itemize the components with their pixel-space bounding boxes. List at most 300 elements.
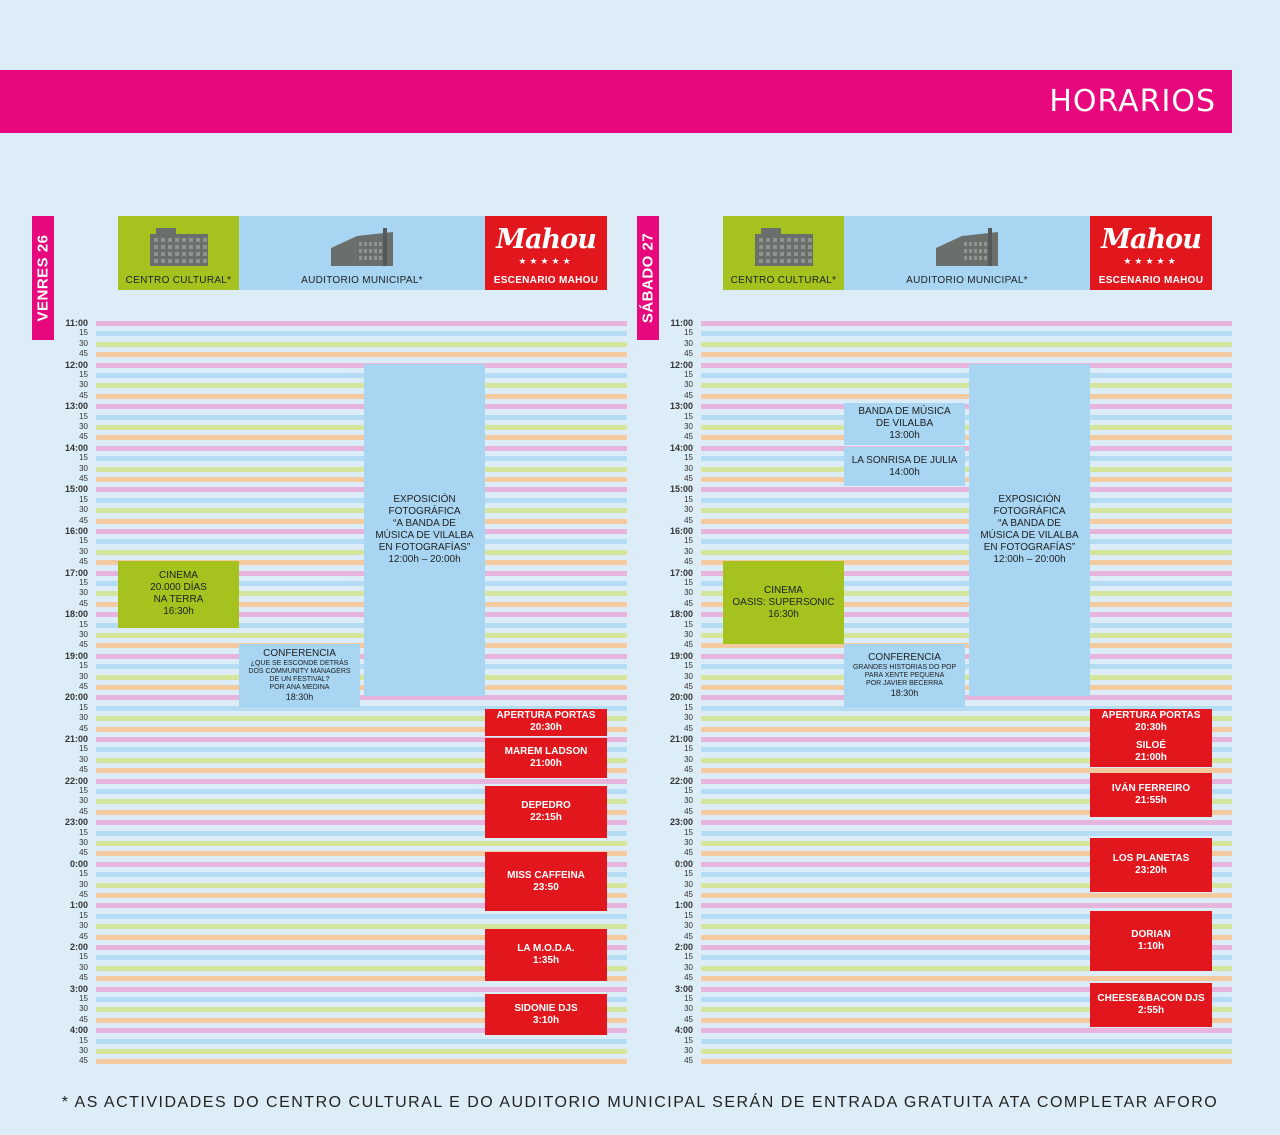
time-tick-label: 15 (79, 910, 88, 920)
time-tick-label: 15 (79, 494, 88, 504)
time-tick-label: 4:00 (674, 1025, 693, 1036)
time-tick-label: 16:00 (64, 526, 88, 536)
time-tick-label: 15 (79, 328, 88, 338)
time-tick-label: 45 (684, 806, 693, 816)
time-tick-label: 15 (684, 869, 693, 879)
time-tick-label: 30 (684, 796, 693, 806)
time-stripe (96, 695, 627, 700)
time-stripe (701, 498, 1232, 503)
time-stripe (701, 508, 1232, 513)
event-block (485, 738, 607, 778)
time-stripe (96, 1039, 627, 1044)
time-tick-label: 15 (684, 786, 693, 795)
time-tick-label: 30 (684, 921, 693, 931)
time-stripe (701, 373, 1232, 378)
building-icon (146, 226, 212, 273)
event-block (844, 447, 965, 487)
time-tick-label: 45 (684, 349, 693, 359)
time-tick-label: 45 (684, 765, 693, 775)
mahou-logo: Mahou (1101, 224, 1201, 255)
time-tick-label: 14:00 (669, 442, 693, 453)
time-stripe (701, 321, 1232, 326)
time-tick-label: 30 (684, 380, 693, 390)
event-line: 2:55h (1137, 1005, 1165, 1017)
time-tick-label: 15 (79, 411, 88, 421)
time-tick-label: 45 (79, 557, 88, 567)
time-tick-label: 15 (684, 702, 693, 712)
event-block (723, 561, 844, 644)
time-tick-label: 30 (79, 588, 88, 598)
header-bar (0, 70, 1232, 133)
time-tick-label: 45 (79, 723, 88, 733)
time-stripe (96, 487, 627, 492)
time-stripe (96, 633, 627, 638)
time-tick-label: 45 (79, 682, 88, 691)
time-stripe (701, 1039, 1232, 1044)
time-tick-label: 45 (79, 931, 88, 941)
footnote: * AS ACTIVIDADES DO CENTRO CULTURAL E DO AUDITORIO MUNICIPAL SERÁN DE ENTRADA GRATUITA ATA COMPLETAR AFORO (61, 1094, 1219, 1111)
time-tick-label: 13:00 (669, 401, 693, 412)
time-tick-label: 30 (684, 630, 693, 639)
event-line: ¿QUE SE ESCONDE DETRÁS (250, 660, 349, 668)
event-line: 14:00h (889, 466, 920, 478)
event-block (485, 994, 607, 1036)
time-tick-label: 45 (79, 1014, 88, 1024)
time-tick-label: 18:00 (64, 609, 88, 620)
time-tick-label: 30 (79, 380, 88, 390)
time-stripe (96, 456, 627, 461)
time-tick-label: 2:00 (674, 942, 693, 952)
time-stripe (96, 404, 627, 409)
time-stripe (96, 841, 627, 846)
time-tick-label: 45 (79, 432, 88, 442)
time-tick-label: 30 (79, 422, 88, 431)
event-line: 23:50 (533, 881, 559, 893)
time-tick-label: 45 (684, 1056, 693, 1066)
time-stripe (96, 446, 627, 451)
time-tick-label: 45 (79, 598, 88, 608)
time-tick-label: 15 (79, 370, 88, 379)
event-line: FOTOGRÁFICA (388, 505, 461, 517)
time-stripe (96, 373, 627, 378)
page-title: HORARIOS (1049, 84, 1216, 119)
time-stripe (701, 685, 1232, 690)
time-tick-label: 15 (79, 952, 88, 962)
time-stripe (701, 654, 1232, 659)
time-tick-label: 45 (684, 1014, 693, 1024)
time-tick-label: 45 (79, 806, 88, 816)
time-tick-label: 15 (684, 453, 693, 463)
time-tick-label: 30 (684, 713, 693, 723)
venue-header-escenario-mahou (1090, 216, 1212, 290)
event-block (1090, 911, 1212, 971)
time-tick-label: 30 (79, 754, 88, 764)
time-tick-label: 15 (684, 328, 693, 338)
time-tick-label: 30 (79, 630, 88, 639)
time-stripe (96, 383, 627, 388)
time-stripe (701, 383, 1232, 388)
time-stripe (701, 394, 1232, 399)
time-stripe (96, 664, 627, 669)
event-block (485, 852, 607, 910)
time-tick-label: 15 (684, 411, 693, 421)
time-stripe (701, 695, 1232, 700)
time-tick-label: 45 (79, 515, 88, 525)
event-line: OASIS: SUPERSONIC (732, 596, 835, 608)
event-line: 21:00h (1135, 751, 1167, 763)
time-tick-label: 15 (79, 536, 88, 546)
event-line: DE UN FESTIVAL? (269, 676, 330, 684)
time-stripe (96, 321, 627, 326)
time-stripe (701, 903, 1232, 908)
time-stripe (701, 477, 1232, 482)
time-tick-label: 18:00 (669, 609, 693, 620)
time-tick-label: 15 (79, 827, 88, 837)
event-block (844, 644, 965, 706)
time-tick-label: 12:00 (669, 359, 693, 370)
time-tick-label: 1:00 (674, 900, 693, 911)
event-line: 21:55h (1135, 795, 1167, 807)
time-tick-label: 45 (79, 973, 88, 983)
time-stripe (96, 342, 627, 347)
time-tick-label: 45 (79, 848, 88, 858)
venue-label: AUDITORIO MUNICIPAL* (906, 275, 1028, 286)
time-tick-label: 30 (684, 546, 693, 556)
time-tick-label: 15 (79, 661, 88, 671)
venue-label: CENTRO CULTURAL* (730, 275, 837, 286)
time-tick-label: 45 (684, 890, 693, 899)
venue-header-auditorio (239, 216, 485, 290)
event-line: APERTURA PORTAS (1101, 710, 1201, 722)
time-tick-label: 21:00 (64, 734, 88, 744)
event-line: LA M.O.D.A. (517, 943, 575, 955)
time-tick-label: 12:00 (64, 359, 88, 370)
time-tick-label: 45 (684, 390, 693, 400)
event-line: DOS COMMUNITY MANAGERS (248, 668, 351, 676)
time-stripe (701, 820, 1232, 825)
event-line: MÚSICA DE VILALBA (375, 529, 474, 541)
time-stripe (96, 394, 627, 399)
day-label: SÁBADO 27 (639, 232, 657, 324)
event-block (364, 364, 485, 697)
time-tick-label: 15 (79, 453, 88, 463)
event-block (969, 364, 1090, 697)
time-stripe (701, 893, 1232, 898)
time-stripe (96, 1049, 627, 1054)
auditorium-icon (327, 226, 397, 273)
event-line: 20.000 DÍAS (150, 582, 207, 594)
event-line: LA SONRISA DE JULIA (851, 454, 958, 466)
time-stripe (96, 685, 627, 690)
event-block (1090, 736, 1212, 767)
time-stripe (701, 415, 1232, 420)
time-tick-label: 15 (684, 370, 693, 379)
event-line: LOS PLANETAS (1112, 852, 1190, 864)
time-tick-label: 30 (79, 713, 88, 723)
time-tick-label: 45 (684, 848, 693, 858)
day-label: VENRES 26 (34, 234, 52, 322)
time-tick-label: 0:00 (674, 858, 693, 869)
time-stripe (701, 831, 1232, 836)
time-stripe (701, 404, 1232, 409)
event-line: NA TERRA (153, 594, 204, 606)
event-line: 12:00h – 20:00h (388, 553, 461, 565)
time-tick-label: 30 (684, 879, 693, 889)
time-tick-label: 14:00 (64, 442, 88, 453)
time-tick-label: 15:00 (669, 484, 693, 495)
event-line: EXPOSICIÓN (998, 493, 1061, 505)
time-tick-label: 17:00 (64, 567, 88, 578)
time-tick-label: 30 (684, 754, 693, 764)
time-tick-label: 45 (79, 1056, 88, 1066)
time-tick-label: 30 (79, 546, 88, 556)
event-line: GRANDES HISTORIAS DO POP (852, 664, 957, 672)
event-block (1090, 838, 1212, 892)
time-tick-label: 30 (79, 962, 88, 972)
time-stripe (96, 1059, 627, 1064)
time-stripe (96, 675, 627, 680)
time-tick-label: 15 (79, 869, 88, 879)
time-tick-label: 11:00 (65, 318, 88, 328)
time-tick-label: 15 (79, 1035, 88, 1045)
time-tick-label: 20:00 (64, 692, 88, 703)
event-line: 18:30h (285, 692, 314, 703)
time-tick-label: 15 (684, 910, 693, 920)
time-stripe (96, 425, 627, 430)
event-line: BANDA DE MÚSICA (858, 405, 951, 417)
day-column-venres (32, 216, 632, 1076)
event-block (1090, 709, 1212, 736)
schedule-grid (637, 320, 1232, 1067)
time-tick-label: 45 (684, 723, 693, 733)
time-tick-label: 15 (684, 952, 693, 962)
time-tick-label: 15 (684, 578, 693, 587)
event-line: DORIAN (1131, 928, 1171, 940)
time-tick-label: 45 (79, 765, 88, 775)
event-line: 21:00h (530, 757, 562, 769)
venue-header-centro-cultural (723, 216, 844, 290)
time-tick-label: 22:00 (64, 775, 88, 786)
time-tick-label: 30 (79, 838, 88, 847)
venue-header-auditorio (844, 216, 1090, 290)
time-stripe (96, 519, 627, 524)
time-tick-label: 15 (79, 619, 88, 629)
time-tick-label: 45 (79, 890, 88, 899)
time-tick-label: 45 (79, 349, 88, 359)
event-line: “A BANDA DE (393, 517, 456, 529)
schedule-grid (32, 320, 627, 1067)
time-stripe (96, 987, 627, 992)
event-line: MAREM LADSON (504, 745, 588, 757)
event-line: 16:30h (163, 606, 194, 618)
venue-header-centro-cultural (118, 216, 239, 290)
event-block (485, 929, 607, 981)
time-stripe (701, 446, 1232, 451)
time-tick-label: 45 (684, 682, 693, 691)
mahou-logo: Mahou (496, 224, 596, 255)
time-tick-label: 45 (684, 598, 693, 608)
building-icon (751, 226, 817, 273)
time-tick-label: 23:00 (669, 817, 693, 828)
time-tick-label: 15 (684, 744, 693, 754)
time-stripe (96, 352, 627, 357)
time-tick-label: 15 (684, 994, 693, 1003)
time-tick-label: 2:00 (69, 942, 88, 952)
time-tick-label: 45 (684, 515, 693, 525)
time-stripe (96, 529, 627, 534)
time-stripe (701, 456, 1232, 461)
time-stripe (701, 1049, 1232, 1054)
event-line: SILOÉ (1135, 739, 1166, 751)
time-tick-label: 17:00 (669, 567, 693, 578)
event-line: 23:20h (1135, 864, 1167, 876)
venue-label: CENTRO CULTURAL* (125, 275, 232, 286)
time-tick-label: 45 (684, 474, 693, 483)
time-tick-label: 30 (79, 671, 88, 681)
time-stripe (96, 331, 627, 336)
time-tick-label: 45 (684, 973, 693, 983)
time-tick-label: 30 (684, 422, 693, 431)
time-stripe (96, 508, 627, 513)
time-tick-label: 30 (684, 1004, 693, 1014)
event-title: CONFERENCIA (868, 652, 941, 664)
time-stripe (96, 654, 627, 659)
event-line: EN FOTOGRAFÍAS” (983, 541, 1076, 553)
event-line: 18:30h (890, 688, 919, 699)
event-block (239, 644, 360, 706)
event-line: SIDONIE DJS (514, 1002, 578, 1014)
event-block (485, 709, 607, 736)
time-tick-label: 30 (79, 1046, 88, 1055)
time-stripe (96, 643, 627, 648)
time-stripe (96, 363, 627, 368)
time-stripe (96, 539, 627, 544)
time-stripe (701, 363, 1232, 368)
time-tick-label: 21:00 (669, 734, 693, 744)
time-tick-label: 23:00 (64, 817, 88, 828)
venue-header-escenario-mahou (485, 216, 607, 290)
time-tick-label: 45 (684, 931, 693, 941)
event-block (1090, 983, 1212, 1027)
venue-label: AUDITORIO MUNICIPAL* (301, 275, 423, 286)
event-line: POR JAVIER BECERRA (866, 680, 943, 688)
event-line: FOTOGRÁFICA (993, 505, 1066, 517)
time-tick-label: 19:00 (64, 650, 88, 661)
time-stripe (701, 342, 1232, 347)
time-stripe (701, 529, 1232, 534)
event-line: PARA XENTE PEQUENA (864, 672, 945, 680)
time-stripe (701, 1059, 1232, 1064)
time-tick-label: 15 (79, 994, 88, 1003)
time-tick-label: 30 (79, 338, 88, 348)
time-tick-label: 30 (684, 463, 693, 473)
time-stripe (701, 664, 1232, 669)
event-line: APERTURA PORTAS (496, 710, 596, 722)
event-line: POR ANA MEDINA (269, 684, 330, 692)
time-tick-label: 30 (684, 1046, 693, 1055)
time-tick-label: 15 (684, 536, 693, 546)
time-stripe (96, 498, 627, 503)
time-stripe (701, 1028, 1232, 1033)
time-tick-label: 30 (684, 671, 693, 681)
time-stripe (96, 477, 627, 482)
time-tick-label: 15 (684, 661, 693, 671)
time-tick-label: 4:00 (69, 1025, 88, 1036)
event-line: EN FOTOGRAFÍAS” (378, 541, 471, 553)
event-block (844, 403, 965, 445)
event-line: 20:30h (530, 722, 562, 734)
event-line: 1:35h (532, 955, 560, 967)
event-line: “A BANDA DE (998, 517, 1061, 529)
time-stripe (701, 487, 1232, 492)
time-tick-label: 15 (79, 578, 88, 587)
time-tick-label: 45 (684, 557, 693, 567)
time-tick-label: 0:00 (69, 858, 88, 869)
event-line: CINEMA (159, 570, 198, 582)
event-line: EXPOSICIÓN (393, 493, 456, 505)
time-tick-label: 45 (79, 390, 88, 400)
time-tick-label: 30 (79, 921, 88, 931)
time-tick-label: 22:00 (669, 775, 693, 786)
time-tick-label: 15 (684, 494, 693, 504)
time-stripe (701, 519, 1232, 524)
event-line: 16:30h (768, 608, 799, 620)
time-tick-label: 15 (684, 619, 693, 629)
event-line: 1:10h (1137, 940, 1165, 952)
time-stripe (96, 914, 627, 919)
time-tick-label: 30 (684, 838, 693, 847)
event-line: MÚSICA DE VILALBA (980, 529, 1079, 541)
event-line: 12:00h – 20:00h (993, 553, 1066, 565)
time-tick-label: 30 (684, 588, 693, 598)
venue-label: ESCENARIO MAHOU (493, 275, 599, 286)
time-stripe (701, 435, 1232, 440)
event-line: IVÁN FERREIRO (1111, 783, 1191, 795)
event-line: CINEMA (764, 584, 803, 596)
time-tick-label: 30 (79, 1004, 88, 1014)
event-line: CHEESE&BACON DJS (1097, 993, 1205, 1005)
time-tick-label: 3:00 (69, 983, 88, 994)
time-tick-label: 30 (684, 505, 693, 515)
time-stripe (701, 352, 1232, 357)
time-tick-label: 30 (684, 338, 693, 348)
mahou-stars: ★★★★★ (1123, 256, 1179, 266)
day-column-sabado (637, 216, 1237, 1076)
event-line: MISS CAFFEINA (507, 869, 585, 881)
time-tick-label: 30 (79, 505, 88, 515)
time-stripe (701, 425, 1232, 430)
time-tick-label: 30 (79, 796, 88, 806)
time-stripe (701, 976, 1232, 981)
time-tick-label: 20:00 (669, 692, 693, 703)
time-tick-label: 30 (79, 463, 88, 473)
time-stripe (96, 467, 627, 472)
venue-label: ESCENARIO MAHOU (1098, 275, 1204, 286)
event-line: DEPEDRO (521, 799, 571, 811)
event-line: 20:30h (1135, 722, 1167, 734)
time-tick-label: 45 (684, 432, 693, 442)
time-tick-label: 45 (79, 640, 88, 650)
time-tick-label: 30 (79, 879, 88, 889)
time-stripe (701, 675, 1232, 680)
time-stripe (701, 331, 1232, 336)
time-tick-label: 45 (684, 640, 693, 650)
time-stripe (701, 467, 1232, 472)
event-block (1090, 773, 1212, 817)
time-tick-label: 15 (79, 786, 88, 795)
time-stripe (701, 550, 1232, 555)
time-tick-label: 19:00 (669, 650, 693, 661)
